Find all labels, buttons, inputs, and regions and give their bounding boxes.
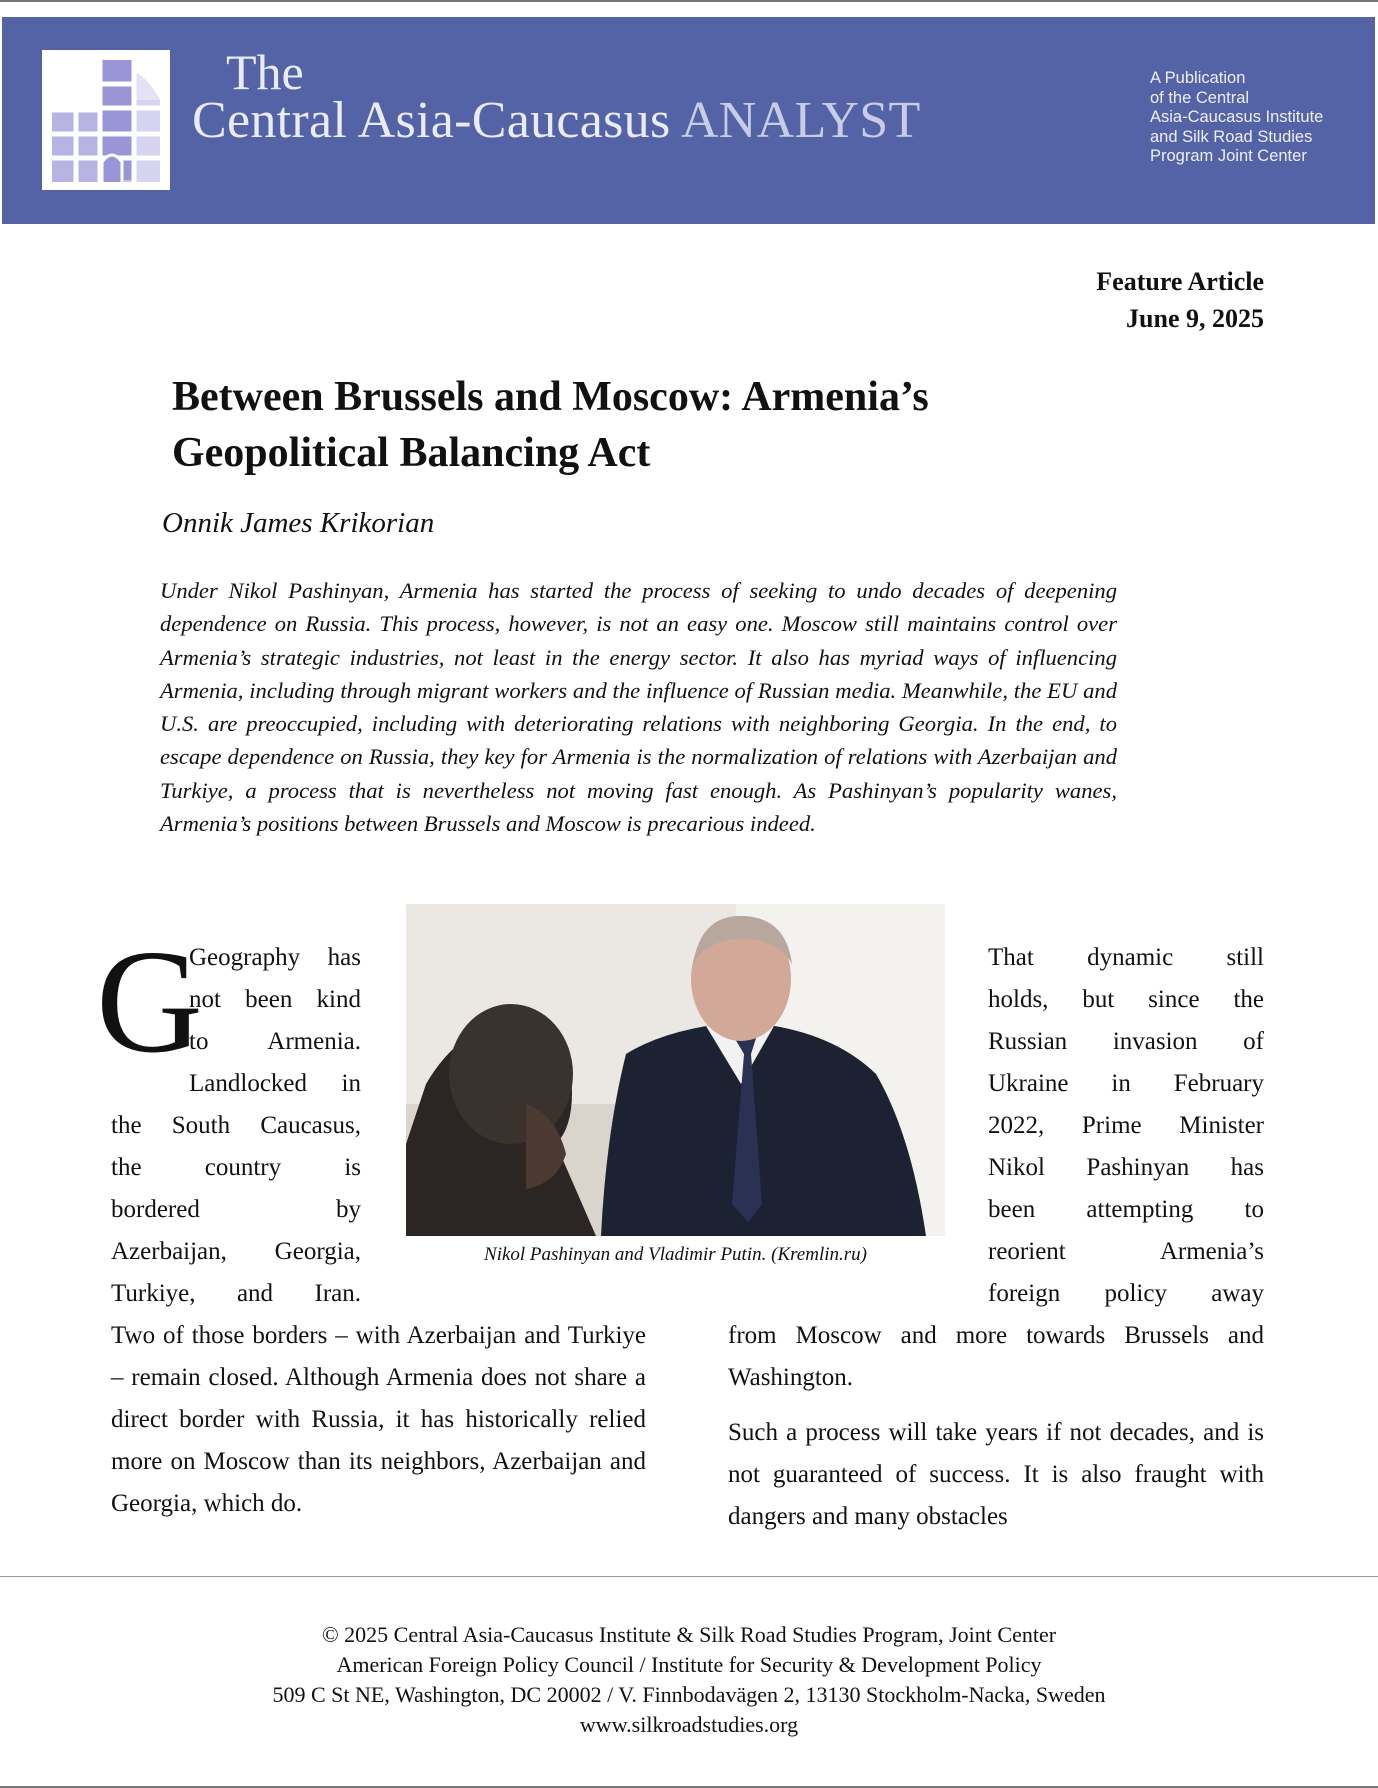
footer-website-link[interactable]: www.silkroadstudies.org xyxy=(579,1712,799,1737)
article-date: June 9, 2025 xyxy=(1126,304,1264,333)
body-line: Azerbaijan, Georgia, xyxy=(111,1238,361,1265)
publisher-line: A Publication xyxy=(1150,69,1246,87)
publisher-line: of the Central xyxy=(1150,88,1250,107)
body-paragraph-left: Two of those borders – with Azerbaijan and Turkiye – remain closed. Although Armenia does not share a direct border with Russia, it has historically relied more on Moscow than its neighbors, Azerbaijan and Georgia, which do. xyxy=(111,1322,646,1517)
body-line: That dynamic still xyxy=(988,944,1264,971)
headline-line: Geopolitical Balancing Act xyxy=(172,430,651,476)
body-line: Geography has xyxy=(189,944,361,971)
body-line: Turkiye, and Iran. xyxy=(111,1280,361,1307)
body-line: Ukraine in February xyxy=(988,1070,1264,1097)
body-line: been attempting to xyxy=(988,1196,1264,1223)
drop-cap: G xyxy=(96,920,203,1084)
body-line: Landlocked in xyxy=(189,1070,361,1097)
article-photo xyxy=(406,904,945,1236)
article-type: Feature Article xyxy=(1096,267,1264,296)
footer-addresses: 509 C St NE, Washington, DC 20002 / V. Finnbodavägen 2, 13130 Stockholm-Nacka, Sweden xyxy=(272,1682,1106,1707)
body-line: bordered by xyxy=(111,1196,361,1223)
publication-title xyxy=(192,44,921,149)
body-paragraph-right-2: Such a process will take years if not decades, and is not guaranteed of success. It is also fraught with dangers and many obstacles xyxy=(728,1419,1264,1530)
article-author: Onnik James Krikorian xyxy=(162,507,435,539)
body-line: holds, but since the xyxy=(988,986,1264,1013)
top-rule xyxy=(0,0,1378,2)
body-line: to Armenia. xyxy=(189,1028,361,1055)
page-footer xyxy=(0,1620,1378,1740)
publisher-line: and Silk Road Studies xyxy=(1150,127,1313,146)
headline-line: Between Brussels and Moscow: Armenia’s xyxy=(172,374,929,420)
body-column-left-top xyxy=(111,937,361,1315)
publisher-line: Asia-Caucasus Institute xyxy=(1150,108,1324,126)
article-headline xyxy=(172,369,1132,481)
title-the: The xyxy=(226,44,304,100)
title-central-asia-caucasus: Central Asia-Caucasus xyxy=(192,92,671,149)
body-line: not been kind xyxy=(189,986,361,1013)
footer-organizations: American Foreign Policy Council / Institute for Security & Development Policy xyxy=(336,1652,1042,1677)
title-analyst: ANALYST xyxy=(680,92,921,149)
body-column-right-top xyxy=(988,937,1264,1315)
institute-logo xyxy=(42,50,170,190)
footer-copyright: © 2025 Central Asia-Caucasus Institute & Silk Road Studies Program, Joint Center xyxy=(321,1622,1057,1647)
article-kicker xyxy=(1096,263,1264,337)
publisher-line: Program Joint Center xyxy=(1150,147,1307,165)
article-abstract: Under Nikol Pashinyan, Armenia has started the process of seeking to undo decades of deepening dependence on Russia. This process, however, is not an easy one. Moscow still maintains control over Armenia’s strategic industries, not least in the energy sector. It also has myriad ways of influencing Armenia, including through migrant workers and the influence of Russian media. Meanwhile, the EU and U.S. are preoccupied, including with deteriorating relations with neighboring Georgia. In the end, to escape dependence on Russia, they key for Armenia is the normalization of relations with Azerbaijan and Turkiye, a process that is nevertheless not moving fast enough. As Pashinyan’s popularity wanes, Armenia’s positions between Brussels and Moscow is precarious indeed. xyxy=(160,578,1117,837)
footer-rule xyxy=(0,1576,1378,1577)
body-line: 2022, Prime Minister xyxy=(988,1112,1264,1139)
body-line: the South Caucasus, xyxy=(111,1112,361,1139)
body-line: Russian invasion of xyxy=(988,1028,1264,1055)
body-paragraph-right: from Moscow and more towards Brussels and Washington. xyxy=(728,1322,1264,1391)
body-line: foreign policy away xyxy=(988,1280,1264,1307)
body-line: the country is xyxy=(111,1154,361,1181)
body-line: reorient Armenia’s xyxy=(988,1238,1264,1265)
masthead-banner xyxy=(2,17,1375,224)
body-line: Nikol Pashinyan has xyxy=(988,1154,1264,1181)
photo-caption: Nikol Pashinyan and Vladimir Putin. (Kremlin.ru) xyxy=(484,1244,867,1265)
publisher-note xyxy=(1150,69,1323,167)
title-main xyxy=(192,92,921,149)
